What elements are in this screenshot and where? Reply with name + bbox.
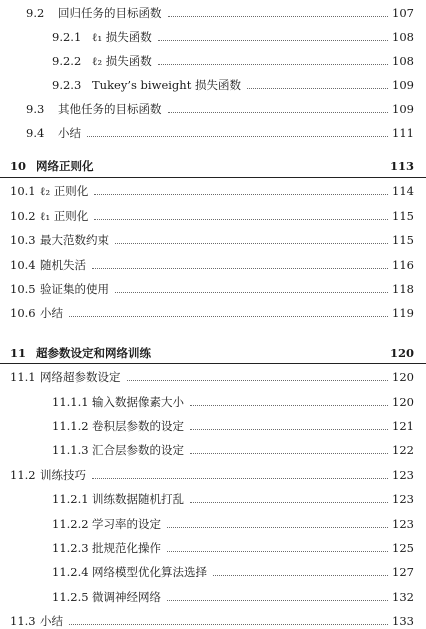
page-number: 108 (392, 54, 414, 68)
section-title: 训练技巧 (40, 468, 86, 482)
chapter-number: 11 (10, 346, 27, 360)
section-title: ℓ₂ 正则化 (40, 184, 89, 198)
section-number: 11.2.4 (52, 565, 89, 579)
section-number: 11.2.3 (52, 541, 89, 555)
page-number: 120 (392, 395, 414, 409)
page-number: 108 (392, 30, 414, 44)
section-title: ℓ₁ 正则化 (40, 209, 89, 223)
section-number: 11.1.1 (52, 395, 89, 409)
toc-entry[interactable] (0, 24, 426, 44)
section-number: 10.2 (10, 209, 36, 223)
section-number: 11.2.1 (52, 492, 89, 506)
dot-leader (168, 112, 389, 113)
section-number: 11.3 (10, 614, 36, 628)
toc-entry[interactable] (0, 462, 426, 482)
page-number: 123 (392, 492, 414, 506)
section-title: Tukey’s biweight 损失函数 (92, 78, 241, 92)
dot-leader (115, 243, 388, 244)
toc-chapter-entry[interactable] (0, 340, 426, 360)
section-title: 回归任务的目标函数 (58, 6, 162, 20)
section-number: 11.2.5 (52, 590, 89, 604)
dot-leader (127, 380, 389, 381)
dot-leader (168, 16, 389, 17)
page-number: 116 (392, 258, 414, 272)
page-number: 113 (389, 159, 414, 173)
toc-entry[interactable] (0, 96, 426, 116)
dot-leader (69, 624, 388, 625)
section-title: 微调神经网络 (92, 590, 161, 604)
dot-leader (167, 600, 388, 601)
toc-chapter-entry[interactable] (0, 153, 426, 173)
page-number: 107 (392, 6, 414, 20)
section-number: 10.3 (10, 233, 36, 247)
section-number: 11.2 (10, 468, 36, 482)
page-number: 120 (392, 370, 414, 384)
section-title: 训练数据随机打乱 (92, 492, 184, 506)
section-title: ℓ₂ 损失函数 (92, 54, 152, 68)
toc-entry[interactable] (0, 437, 426, 457)
page-number: 115 (392, 209, 414, 223)
dot-leader (158, 40, 388, 41)
section-title: 小结 (40, 306, 63, 320)
section-title: 随机失活 (40, 258, 86, 272)
section-title: 小结 (40, 614, 63, 628)
page-number: 118 (392, 282, 414, 296)
section-number: 10.5 (10, 282, 36, 296)
section-title: 批规范化操作 (92, 541, 161, 555)
toc-entry[interactable] (0, 300, 426, 320)
dot-leader (87, 136, 388, 137)
chapter-title: 网络正则化 (36, 159, 94, 173)
toc-entry[interactable] (0, 120, 426, 140)
dot-leader (190, 405, 388, 406)
dot-leader (167, 551, 388, 552)
toc-entry[interactable] (0, 178, 426, 198)
section-number: 9.3 (26, 102, 45, 116)
page-number: 127 (392, 565, 414, 579)
dot-leader (213, 575, 388, 576)
dot-leader (94, 219, 388, 220)
section-number: 9.2.1 (52, 30, 82, 44)
toc-entry[interactable] (0, 72, 426, 92)
section-number: 9.2 (26, 6, 45, 20)
dot-leader (190, 502, 388, 503)
page-number: 133 (392, 614, 414, 628)
section-number: 9.2.2 (52, 54, 82, 68)
section-title: 其他任务的目标函数 (58, 102, 162, 116)
toc-entry[interactable] (0, 389, 426, 409)
section-title: 网络模型优化算法选择 (92, 565, 207, 579)
dot-leader (94, 194, 388, 195)
page-number: 114 (392, 184, 414, 198)
section-title: 小结 (58, 126, 81, 140)
dot-leader (190, 453, 388, 454)
page-number: 125 (392, 541, 414, 555)
page-number: 120 (389, 346, 414, 360)
toc-entry[interactable] (0, 0, 426, 20)
page-number: 122 (392, 443, 414, 457)
section-title: 验证集的使用 (40, 282, 109, 296)
toc-entry[interactable] (0, 48, 426, 68)
dot-leader (69, 316, 388, 317)
section-title: 最大范数约束 (40, 233, 109, 247)
section-number: 11.1 (10, 370, 36, 384)
toc-entry[interactable] (0, 559, 426, 579)
dot-leader (167, 527, 388, 528)
dot-leader (92, 268, 388, 269)
page-number: 115 (392, 233, 414, 247)
chapter-number: 10 (10, 159, 27, 173)
section-number: 11.1.3 (52, 443, 89, 457)
toc-entry[interactable] (0, 364, 426, 384)
dot-leader (92, 478, 388, 479)
page-number: 109 (392, 78, 414, 92)
section-number: 11.2.2 (52, 517, 89, 531)
section-number: 11.1.2 (52, 419, 89, 433)
dot-leader (158, 64, 388, 65)
section-number: 9.2.3 (52, 78, 82, 92)
toc-entry[interactable] (0, 486, 426, 506)
page-number: 109 (392, 102, 414, 116)
chapter-title: 超参数设定和网络训练 (36, 346, 151, 360)
section-number: 10.1 (10, 184, 36, 198)
toc-entry[interactable] (0, 535, 426, 555)
section-number: 9.4 (26, 126, 45, 140)
dot-leader (115, 292, 388, 293)
dot-leader (190, 429, 388, 430)
section-number: 10.4 (10, 258, 36, 272)
toc-entry[interactable] (0, 276, 426, 296)
section-title: 汇合层参数的设定 (92, 443, 184, 457)
toc-entry[interactable] (0, 608, 426, 628)
page-number: 121 (392, 419, 414, 433)
page-number: 132 (392, 590, 414, 604)
toc-entry[interactable] (0, 203, 426, 223)
page-number: 111 (392, 126, 414, 140)
section-title: 学习率的设定 (92, 517, 161, 531)
section-title: 输入数据像素大小 (92, 395, 184, 409)
page-number: 123 (392, 517, 414, 531)
toc-entry[interactable] (0, 252, 426, 272)
page-number: 123 (392, 468, 414, 482)
dot-leader (247, 88, 388, 89)
toc-entry[interactable] (0, 584, 426, 604)
section-title: 卷积层参数的设定 (92, 419, 184, 433)
toc-entry[interactable] (0, 227, 426, 247)
section-title: ℓ₁ 损失函数 (92, 30, 152, 44)
toc-entry[interactable] (0, 413, 426, 433)
section-title: 网络超参数设定 (40, 370, 121, 384)
section-number: 10.6 (10, 306, 36, 320)
toc-entry[interactable] (0, 511, 426, 531)
page-number: 119 (392, 306, 414, 320)
